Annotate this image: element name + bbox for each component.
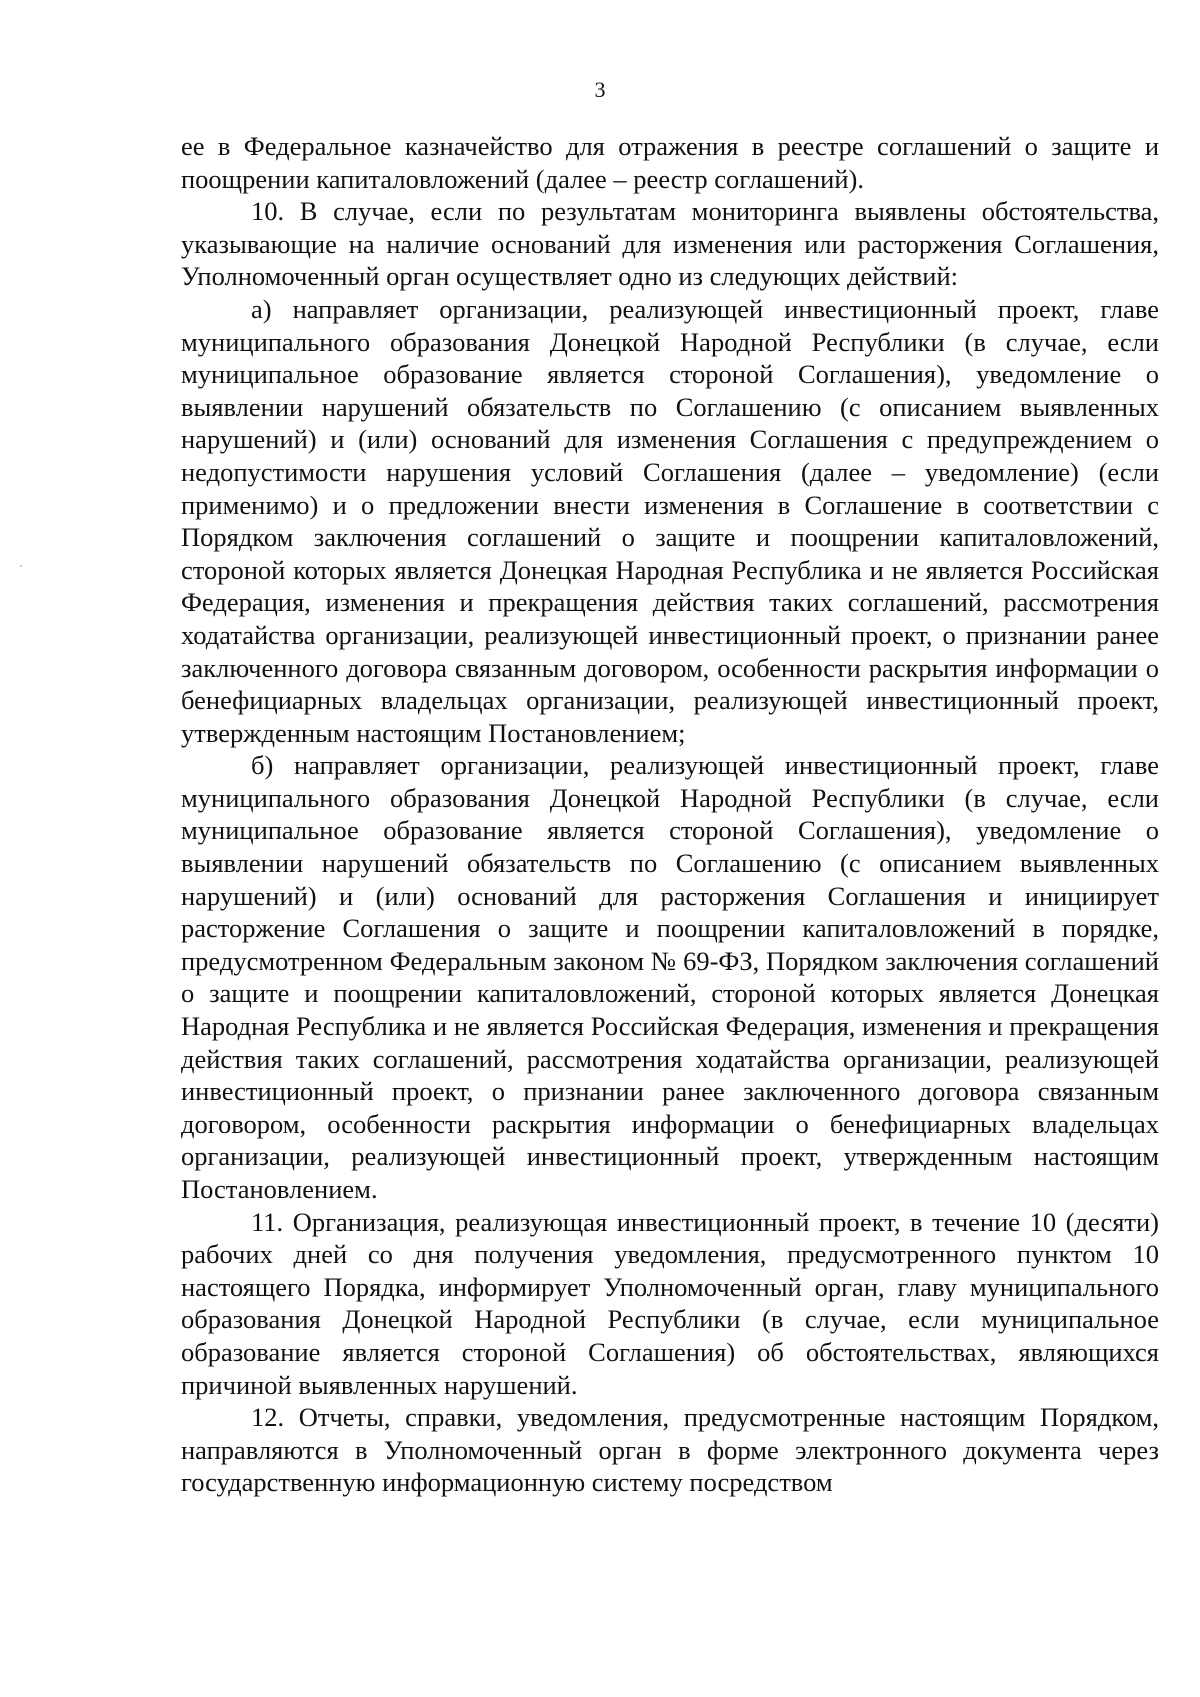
paragraph-item-12: 12. Отчеты, справки, уведомления, предусмотренные настоящим Порядком, направляются в Уполномоченный орган в форме электронного документа через государственную информационную систему посредством — [181, 1402, 1159, 1498]
paragraph-continuation: ее в Федеральное казначейство для отражения в реестре соглашений о защите и поощрении капиталовложений (далее – реестр соглашений). — [181, 131, 1159, 194]
paragraph-item-11: 11. Организация, реализующая инвестиционный проект, в течение 10 (десяти) рабочих дней со дня получения уведомления, предусмотренного пунктом 10 настоящего Порядка, информирует Уполномоченный орган, главу муниципального образования Донецкой Народной Республики (в случае, если муниципальное образование является стороной Соглашения) об обстоятельствах, являющихся причиной выявленных нарушений. — [181, 1206, 1159, 1400]
paragraph-item-10: 10. В случае, если по результатам мониторинга выявлены обстоятельства, указывающие на наличие оснований для изменения или расторжения Соглашения, Уполномоченный орган осуществляет одно из следующих действий: — [181, 196, 1159, 292]
scan-artifact-dot — [20, 565, 22, 567]
document-body — [181, 130, 1159, 1499]
page-number: 3 — [594, 77, 606, 102]
paragraph-item-10a: а) направляет организации, реализующей инвестиционный проект, главе муниципального образования Донецкой Народной Республики (в случае, если муниципальное образование является стороной Соглашения), уведомление о выявлении нарушений обязательств по Соглашению (с описанием выявленных нарушений) и (или) оснований для изменения Соглашения с предупреждением о недопустимости нарушения условий Соглашения (далее – уведомление) (если применимо) и о предложении внести изменения в Соглашение в соответствии с Порядком заключения соглашений о защите и поощрении капиталовложений, стороной которых является Донецкая Народная Республика и не является Российская Федерация, изменения и прекращения действия таких соглашений, рассмотрения ходатайства организации, реализующей инвестиционный проект, о признании ранее заключенного договора связанным договором, особенности раскрытия информации о бенефициарных владельцах организации, реализующей инвестиционный проект, утвержденным настоящим Постановлением; — [181, 293, 1159, 748]
paragraph-item-10b: б) направляет организации, реализующей инвестиционный проект, главе муниципального образования Донецкой Народной Республики (в случае, если муниципальное образование является стороной Соглашения), уведомление о выявлении нарушений обязательств по Соглашению (с описанием выявленных нарушений) и (или) оснований для расторжения Соглашения и инициирует расторжение Соглашения о защите и поощрении капиталовложений в порядке, предусмотренном Федеральным законом № 69-ФЗ, Порядком заключения соглашений о защите и поощрении капиталовложений, стороной которых является Донецкая Народная Республика и не является Российская Федерация, изменения и прекращения действия таких соглашений, рассмотрения ходатайства организации, реализующей инвестиционный проект, о признании ранее заключенного договора связанным договором, особенности раскрытия информации о бенефициарных владельцах организации, реализующей инвестиционный проект, утвержденным настоящим Постановлением. — [181, 750, 1159, 1204]
